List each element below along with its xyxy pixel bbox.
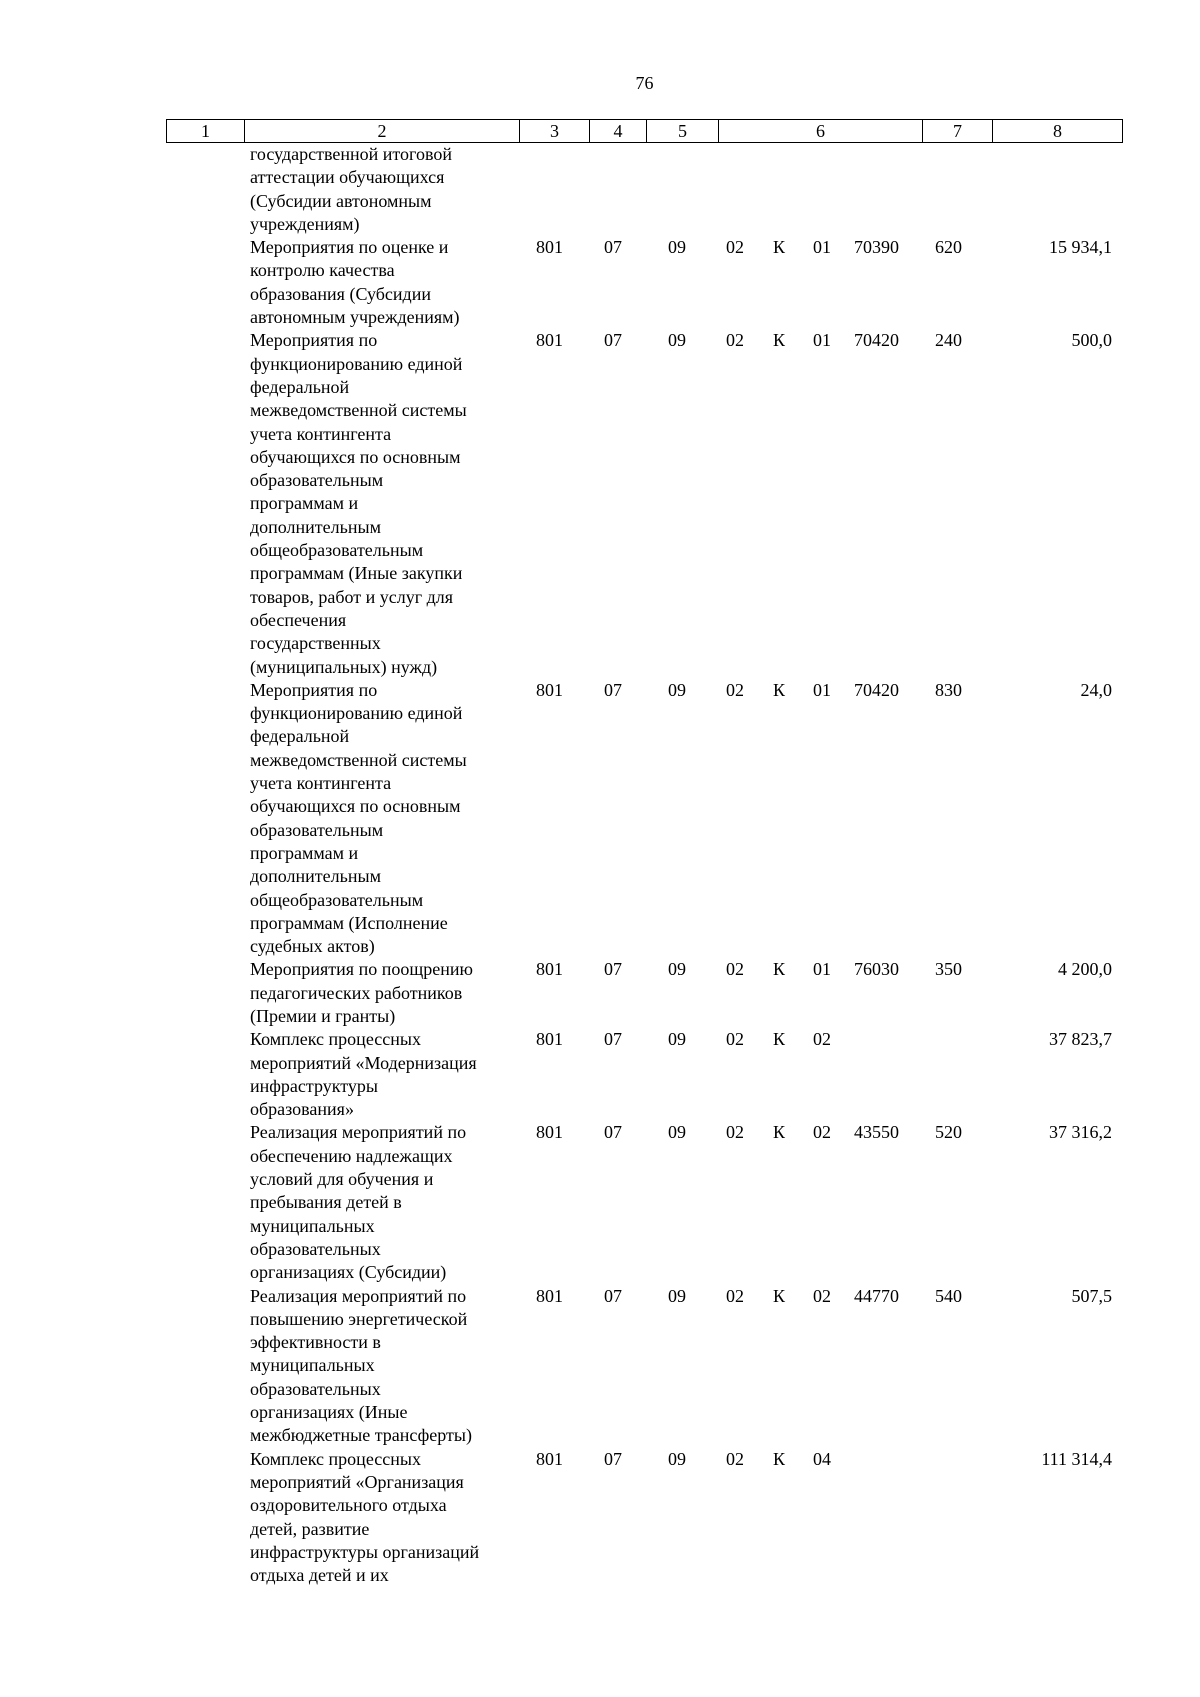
target-article-program: 02 bbox=[726, 1122, 744, 1143]
subsection-code: 09 bbox=[668, 1029, 686, 1050]
amount: 24,0 bbox=[1080, 679, 1112, 700]
section-code: 07 bbox=[604, 330, 622, 351]
amount: 37 823,7 bbox=[1049, 1029, 1112, 1050]
subsection-code: 09 bbox=[668, 1448, 686, 1469]
table-row bbox=[0, 1028, 1200, 1121]
table-row bbox=[0, 329, 1200, 678]
row-description: Комплекс процессных мероприятий «Модернизация инфраструктуры образования» bbox=[250, 1029, 477, 1120]
expense-type-code: 620 bbox=[935, 237, 962, 258]
ministry-code: 801 bbox=[536, 1122, 563, 1143]
section-code: 07 bbox=[604, 1029, 622, 1050]
expense-type-code: 350 bbox=[935, 959, 962, 980]
target-article-complex: 02 bbox=[813, 1122, 831, 1143]
target-article-type: К bbox=[773, 237, 786, 258]
target-article-direction: 43550 bbox=[854, 1122, 899, 1143]
amount: 37 316,2 bbox=[1049, 1122, 1112, 1143]
header-col-5: 5 bbox=[647, 120, 719, 143]
target-article-type: К bbox=[773, 1122, 786, 1143]
section-code: 07 bbox=[604, 679, 622, 700]
target-article-complex: 01 bbox=[813, 237, 831, 258]
column-number-header bbox=[166, 119, 1123, 143]
amount: 500,0 bbox=[1071, 330, 1112, 351]
header-col-2: 2 bbox=[245, 120, 520, 143]
amount: 507,5 bbox=[1071, 1285, 1112, 1306]
target-article-type: К bbox=[773, 330, 786, 351]
header-col-7: 7 bbox=[923, 120, 993, 143]
amount: 111 314,4 bbox=[1041, 1448, 1112, 1469]
section-code: 07 bbox=[604, 1285, 622, 1306]
subsection-code: 09 bbox=[668, 1122, 686, 1143]
row-description: Мероприятия по оценке и контролю качества образования (Субсидии автономным учреждениям) bbox=[250, 237, 460, 328]
header-col-8: 8 bbox=[993, 120, 1123, 143]
header-col-4: 4 bbox=[590, 120, 647, 143]
row-description: Мероприятия по поощрению педагогических работников (Премии и гранты) bbox=[250, 959, 473, 1026]
section-code: 07 bbox=[604, 959, 622, 980]
ministry-code: 801 bbox=[536, 1285, 563, 1306]
row-description: Реализация мероприятий по обеспечению надлежащих условий для обучения и пребывания детей в муниципальных образовательных организациях (Субсидии) bbox=[250, 1122, 467, 1283]
row-description: Комплекс процессных мероприятий «Организация оздоровительного отдыха детей, развитие инфраструктуры организаций отдыха детей и их bbox=[250, 1448, 480, 1586]
expense-type-code: 240 bbox=[935, 330, 962, 351]
target-article-complex: 01 bbox=[813, 330, 831, 351]
row-description: Реализация мероприятий по повышению энергетической эффективности в муниципальных образовательных организациях (Иные межбюджетные трансферты) bbox=[250, 1285, 472, 1446]
ministry-code: 801 bbox=[536, 1029, 563, 1050]
target-article-type: К bbox=[773, 679, 786, 700]
target-article-program: 02 bbox=[726, 1448, 744, 1469]
target-article-program: 02 bbox=[726, 959, 744, 980]
ministry-code: 801 bbox=[536, 959, 563, 980]
target-article-program: 02 bbox=[726, 330, 744, 351]
target-article-type: К bbox=[773, 1029, 786, 1050]
subsection-code: 09 bbox=[668, 959, 686, 980]
target-article-direction: 76030 bbox=[854, 959, 899, 980]
target-article-direction: 44770 bbox=[854, 1285, 899, 1306]
budget-table-body bbox=[0, 143, 1200, 1587]
table-row bbox=[0, 143, 1200, 236]
target-article-program: 02 bbox=[726, 679, 744, 700]
table-row bbox=[0, 1121, 1200, 1284]
target-article-complex: 01 bbox=[813, 679, 831, 700]
row-description: Мероприятия по функционированию единой федеральной межведомственной системы учета контингента обучающихся по основным образовательным программам и дополнительным общеобразовательным программам (Исполнение судебных актов) bbox=[250, 679, 467, 957]
row-description: Мероприятия по функционированию единой федеральной межведомственной системы учета контингента обучающихся по основным образовательным программам и дополнительным общеобразовательным программам (Иные закупки товаров, работ и услуг для обеспечения государственных (муниципальных) нужд) bbox=[250, 330, 467, 677]
subsection-code: 09 bbox=[668, 330, 686, 351]
target-article-complex: 01 bbox=[813, 959, 831, 980]
target-article-type: К bbox=[773, 1448, 786, 1469]
table-row bbox=[0, 236, 1200, 329]
expense-type-code: 520 bbox=[935, 1122, 962, 1143]
table-row bbox=[0, 679, 1200, 959]
target-article-program: 02 bbox=[726, 237, 744, 258]
page-number: 76 bbox=[635, 73, 654, 93]
target-article-complex: 04 bbox=[813, 1448, 831, 1469]
subsection-code: 09 bbox=[668, 679, 686, 700]
ministry-code: 801 bbox=[536, 330, 563, 351]
row-description: государственной итоговой аттестации обучающихся (Субсидии автономным учреждениям) bbox=[250, 144, 452, 234]
section-code: 07 bbox=[604, 1448, 622, 1469]
amount: 4 200,0 bbox=[1058, 959, 1112, 980]
table-row bbox=[0, 958, 1200, 1028]
target-article-type: К bbox=[773, 1285, 786, 1306]
target-article-program: 02 bbox=[726, 1029, 744, 1050]
header-col-1: 1 bbox=[167, 120, 245, 143]
target-article-direction: 70420 bbox=[854, 330, 899, 351]
expense-type-code: 540 bbox=[935, 1285, 962, 1306]
table-row bbox=[0, 1448, 1200, 1588]
subsection-code: 09 bbox=[668, 1285, 686, 1306]
expense-type-code: 830 bbox=[935, 679, 962, 700]
subsection-code: 09 bbox=[668, 237, 686, 258]
header-row bbox=[167, 120, 1123, 143]
target-article-program: 02 bbox=[726, 1285, 744, 1306]
table-row bbox=[0, 1285, 1200, 1448]
ministry-code: 801 bbox=[536, 1448, 563, 1469]
section-code: 07 bbox=[604, 237, 622, 258]
header-col-3: 3 bbox=[520, 120, 590, 143]
target-article-direction: 70390 bbox=[854, 237, 899, 258]
target-article-complex: 02 bbox=[813, 1285, 831, 1306]
target-article-type: К bbox=[773, 959, 786, 980]
section-code: 07 bbox=[604, 1122, 622, 1143]
ministry-code: 801 bbox=[536, 679, 563, 700]
header-col-6: 6 bbox=[719, 120, 923, 143]
target-article-complex: 02 bbox=[813, 1029, 831, 1050]
ministry-code: 801 bbox=[536, 237, 563, 258]
target-article-direction: 70420 bbox=[854, 679, 899, 700]
amount: 15 934,1 bbox=[1049, 237, 1112, 258]
